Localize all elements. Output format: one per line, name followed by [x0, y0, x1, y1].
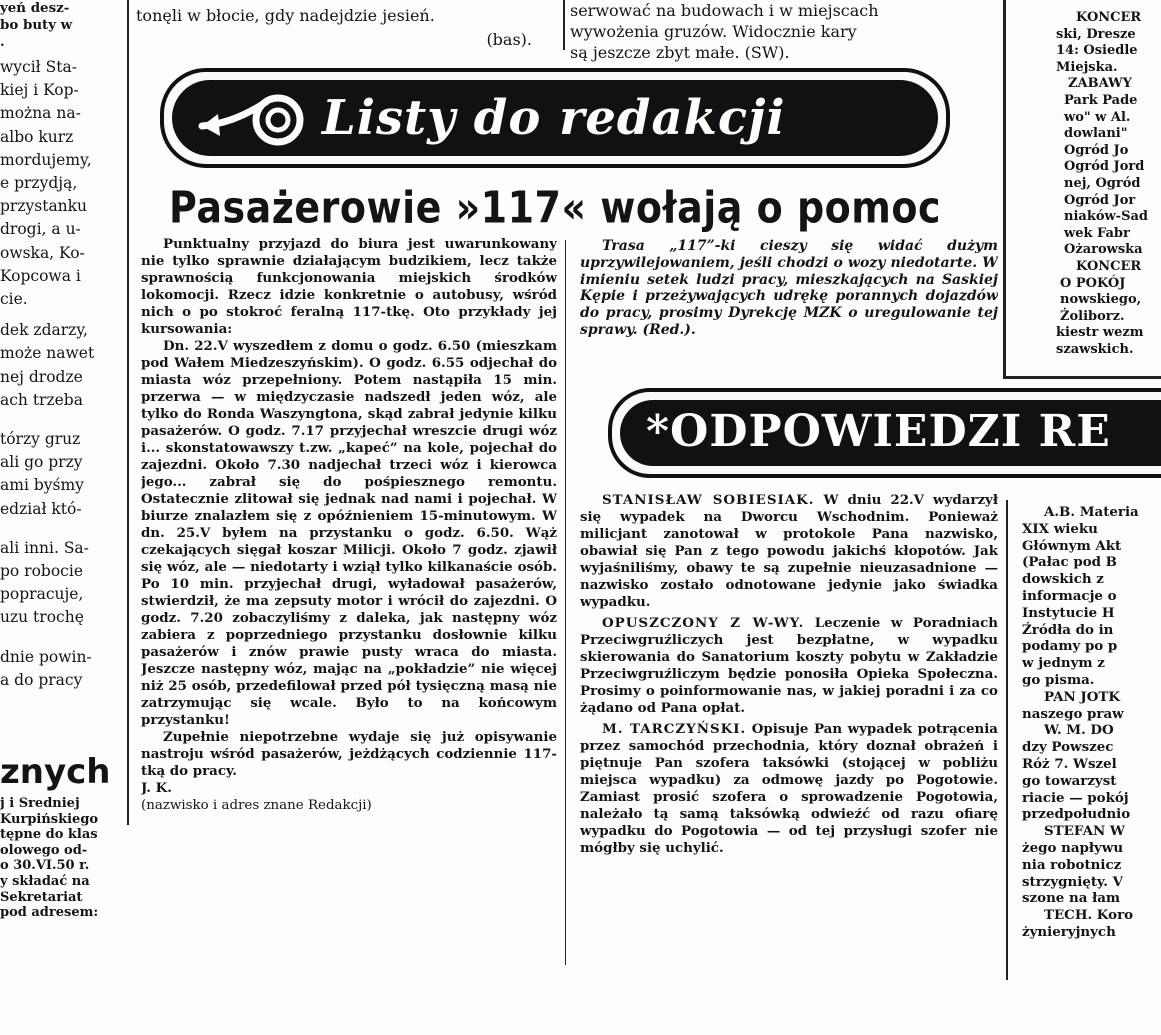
text-line: wycił Sta- [0, 58, 77, 76]
text-line: wywożenia gruzów. Widocznie kary [570, 22, 857, 41]
answer-text: Opisuje Pan wypadek potrącenia przez samochód przechodnia, który doznał obrażeń i piętnuje Pan szofera taksówki (stojącej w pobliżu miejsca wypadku) za odmowę jazdy po Pogotowie. Zamiast prosić szofera o sprowadzenie Pogotowia, należało tą samą taksówką odwieźć od razu ofiarę wypadku do Pogotowia — od tej przysługi szofer nie mógłby się uchylić. [580, 721, 998, 856]
answers-column [580, 492, 998, 857]
text-line: Park Pade [1064, 92, 1138, 108]
text-line: e przydją, [0, 174, 78, 193]
left-column [0, 56, 120, 692]
text-line: dek zdarzy, [0, 321, 88, 340]
text-line: uzu trochę [0, 608, 84, 627]
text-line: PAN JOTK [1044, 688, 1120, 705]
right-bottom-column [1022, 504, 1161, 941]
text-line: owska, Ko- [0, 243, 85, 262]
asterisk-icon: * [646, 406, 671, 457]
text-line: go towarzyst [1022, 772, 1117, 789]
signature-note: (nazwisko i adres znane Redakcji) [141, 798, 372, 813]
editor-note [580, 238, 998, 339]
text-line: po robocie [0, 562, 83, 581]
text-line: Żoliborz. [1060, 308, 1125, 324]
text-line: dowskich z [1022, 571, 1104, 588]
box-rule-bottom [1003, 376, 1161, 379]
text-line: wek Fabr [1064, 225, 1130, 241]
banner-title: Listy do redakcji [322, 90, 786, 146]
text-line: KONCER [1076, 10, 1142, 25]
right-top-column [1016, 10, 1161, 358]
column-rule-left [127, 0, 129, 825]
text-line: nej drodze [0, 367, 83, 386]
answer-item [580, 615, 998, 717]
letter-paragraph: Punktualny przyjazd do biura jest uwarunkowany nie tylko sprawnie działającym budzikiem, lecz także sprawnością funkcjonowania miejskich środków lokomocji. Rzecz idzie konkretnie o autobusy, wśród nich o po stokroć feralną 117-tkę. Oto przykłady jej kursowania: [141, 236, 557, 337]
text-line: można na- [0, 104, 81, 123]
text-line: tórzy gruz [0, 430, 81, 449]
top-col2-fragment [136, 4, 556, 52]
banner-background [620, 400, 1161, 466]
text-line: Głównym Akt [1022, 537, 1122, 554]
answer-item [580, 492, 998, 611]
text-line: przystanku [0, 197, 88, 216]
text-line: naszego praw [1022, 705, 1124, 722]
text-line: O POKÓJ [1060, 275, 1126, 291]
text-line: XIX wieku [1022, 520, 1098, 537]
text-line: Źródła do in [1022, 621, 1114, 638]
column-rule-top-mid [563, 0, 565, 50]
text-line: ali inni. Sa- [0, 538, 89, 557]
text-line: cie. [0, 290, 28, 309]
text-line: Kurpińskiego [0, 811, 99, 827]
letter-paragraph: Dn. 22.V wyszedłem z domu o godz. 6.50 (mieszkam pod Wałem Miedzeszyńskim). O godz. 6.55 odjechał do miasta wóz przepełniony. Potem nastąpiła 15 min. przerwa — w międzyczasie nadszedł jeden wóz, ale tylko do Ronda Waszyngtona, skąd zabrał jedynie kilku pasażerów. O godz. 7.17 przyjechał wreszcie drugi wóz i... skonstatowawszy t.zw. „kapeć” na kole, pojechał do zajezdni. Około 7.30 nadjechał trzeci wóz i kierowca jego... zabrał się do pośpiesznego remontu. Ostatecznie zlitował się jednak nad nami i pojechał. W biurze znalazłem się z opóźnieniem 15-minutowym. W dn. 25.V byłem na przystanku o godz. 6.50. Wąż czekających sięgał koszar Milicji. Około 7 godz. zjawił się wóz, ale — niedotarty i wziął tylko kilkanaście osób. Po 10 min. przyjechał drugi, wyładował pasażerów, stwierdził, że ma zepsuty motor i wrócił do zajezdni. O godz. 7.20 zobaczyliśmy z daleka, jak następny wóz zabiera z poprzedniego przystanku dosłownie kilku pasażerów i znów prawie pusty wraca do miasta. Jeszcze następny wóz, mając na „pokładzie” nie więcej niż 25 osób, przedefilował przed pół tysięczną masą nie zatrzymując się wcale. Było to na końcowym przystanku! [141, 338, 557, 728]
answer-recipient: STANISŁAW SOBIESIAK. [602, 492, 815, 508]
odpowiedzi-redakcji-banner [608, 388, 1161, 478]
letter-body [141, 236, 557, 814]
text-line: olowego od- [0, 842, 88, 858]
left-column-bottom [0, 796, 124, 921]
text-line: W. M. DO [1044, 722, 1114, 739]
text-line: ali go przy [0, 453, 83, 472]
answer-text: W dniu 22.V wydarzył się wypadek na Dworcu Wschodnim. Ponieważ milicjant zanotował w protokole Pana nazwisko, obawiał się Pan z tego powodu jakichś kłopotów. Jak wyjaśniliśmy, obawy te są zupełnie nieuzasadnione — nazwisko zostało odnotowane jedynie jako świadka wypadku. [580, 492, 998, 610]
answer-recipient: OPUSZCZONY Z W-WY. [602, 615, 805, 631]
text-line: . [0, 34, 5, 50]
letter-paragraph: Zupełnie niepotrzebne wydaje się już opisywanie nastroju wśród pasażerów, jeżdżących codziennie 117-tką do pracy. [141, 729, 557, 779]
text-line: STEFAN W [1044, 823, 1125, 840]
text-line: są jeszcze zbyt małe. (SW). [570, 43, 790, 62]
text-line: wo" w Al. [1064, 109, 1131, 125]
answer-text: Leczenie w Poradniach Przeciwgruźliczych jest bezpłatne, w wypadku skierowania do Sanatorium koszty pobytu w Zakładzie Przeciwgruźliczym będzie ponosiła Opieka Społeczna. Prosimy o poinformowanie nas, w jakiej poradni i za co żądano od Pana opłat. [580, 615, 998, 716]
text-line: (Pałac pod B [1022, 554, 1118, 571]
article-headline: Pasażerowie »117« wołają o pomoc [169, 182, 941, 233]
text-line: riacie — pokój [1022, 789, 1129, 806]
text-line: a do pracy [0, 670, 83, 689]
text-line: Ogród Jo [1064, 142, 1129, 158]
text-line: dowlani" [1064, 126, 1128, 142]
answer-recipient: M. TARCZYŃSKI. [602, 721, 747, 737]
text-line: nowskiego, [1060, 292, 1142, 308]
banner-title-text: ODPOWIEDZI RE [670, 406, 1111, 457]
box-rule-left [1003, 0, 1006, 378]
top-left-fragment [0, 0, 118, 51]
text-line: ski, Dresze [1056, 26, 1136, 42]
text-line: popracuje, [0, 585, 84, 604]
text-line: drogi, a u- [0, 220, 81, 239]
text-line: TECH. Koro [1044, 907, 1134, 924]
text-line: kiej i Kop- [0, 81, 79, 100]
text-line: przedpołudnio [1022, 806, 1131, 823]
text-line: dnie powin- [0, 647, 92, 666]
editor-note-text: Trasa „117”-ki cieszy się widać dużym uprzywilejowaniem, jeśli chodzi o wozy niedotarte. W imieniu setek ludzi pracy, mieszkających na Saskiej Kępie i przeżywających udrękę porannych dojazdów do pracy, prosimy Dyrekcję MZK o uregulowanie tej sprawy. (Red.). [580, 238, 998, 338]
text-line: tonęli w błocie, gdy nadejdzie jesień. [136, 6, 435, 25]
text-line: nia robotnicz [1022, 856, 1122, 873]
text-line: KONCER [1076, 258, 1142, 274]
text-line: Sekretariat [0, 889, 83, 905]
text-line: o 30.VI.50 r. [0, 858, 90, 874]
section-title: znych [0, 752, 111, 792]
byline: (bas). [486, 30, 532, 49]
text-line: Ogród Jor [1064, 192, 1136, 208]
text-line: j i Średniej [0, 796, 80, 811]
text-line: dzy Powszec [1022, 739, 1114, 756]
text-line: informacje o [1022, 587, 1117, 604]
column-rule-letter [565, 240, 566, 965]
banner-background [172, 80, 938, 156]
text-line: strzygnięty. V [1022, 873, 1124, 890]
text-line: w jednym z [1022, 655, 1105, 672]
text-line: 14: Osiedle [1056, 43, 1138, 59]
text-line: pod adresem: [0, 905, 99, 921]
text-line: ami byśmy [0, 476, 84, 495]
text-line: y składać na [0, 873, 90, 889]
text-line: żynieryjnych [1022, 923, 1116, 940]
text-line: szawskich. [1056, 341, 1134, 357]
text-line: bo buty w [0, 17, 73, 33]
text-line: ach trzeba [0, 390, 83, 409]
banner-title [646, 406, 1111, 457]
text-line: szone na łam [1022, 890, 1121, 907]
text-line: go pisma. [1022, 671, 1095, 688]
text-line: żego napływu [1022, 839, 1124, 856]
text-line: Róż 7. Wszel [1022, 755, 1117, 772]
text-line: A.B. Materia [1044, 504, 1139, 520]
answer-item [580, 721, 998, 857]
text-line: niaków-Sad [1064, 209, 1148, 225]
text-line: Kopcowa i [0, 266, 81, 285]
text-line: Ożarowska [1064, 242, 1143, 258]
text-line: serwować na budowach i w miejscach [570, 1, 879, 20]
letter-signature: J. K. [141, 780, 172, 796]
text-line: może nawet [0, 344, 95, 363]
text-line: yeń desz- [0, 0, 70, 16]
text-line: nej, Ogród [1064, 175, 1141, 191]
text-line: Instytucie H [1022, 604, 1115, 621]
text-line: tępne do klas [0, 827, 98, 843]
text-line: edział któ- [0, 499, 82, 518]
text-line: albo kurz [0, 127, 74, 146]
text-line: mordujemy, [0, 150, 92, 169]
text-line: podamy po p [1022, 638, 1118, 655]
text-line: Ogród Jord [1064, 159, 1145, 175]
column-rule-answers [1006, 500, 1008, 980]
text-line: Miejska. [1056, 59, 1118, 75]
listy-do-redakcji-banner [160, 68, 950, 168]
text-line: kiestr wezm [1056, 325, 1144, 341]
text-line: ZABAWY [1068, 76, 1132, 92]
top-col3-fragment [570, 0, 1000, 63]
post-horn-icon [196, 84, 316, 154]
